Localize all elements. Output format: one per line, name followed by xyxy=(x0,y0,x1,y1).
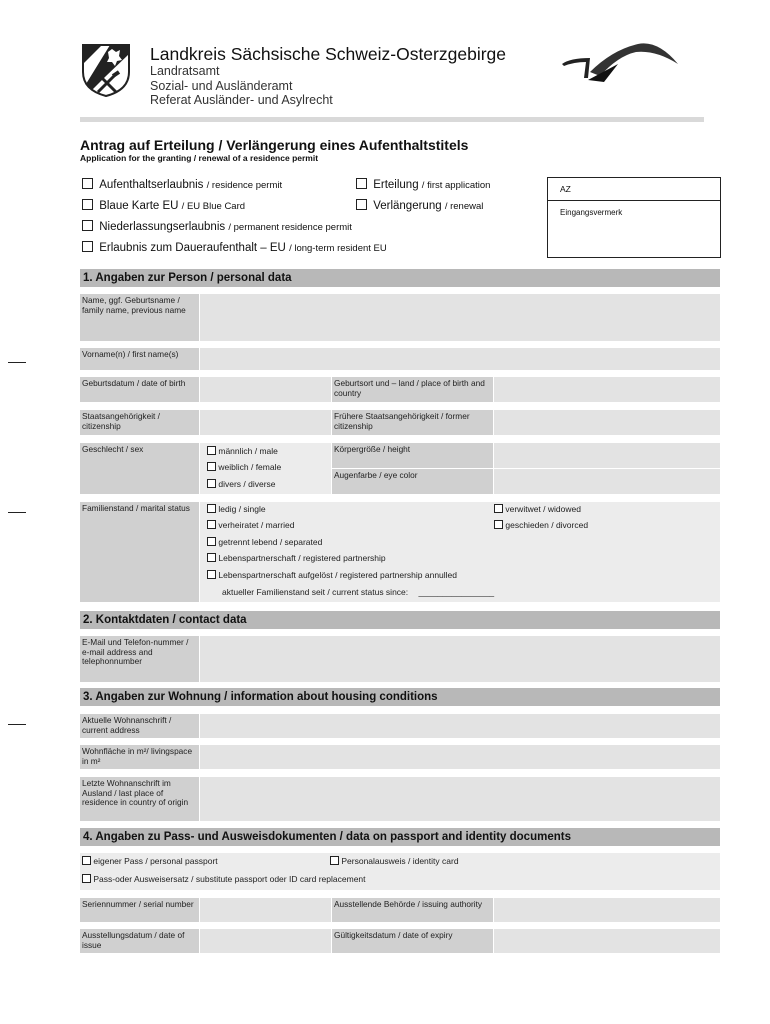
label-sex: Geschlecht / sex xyxy=(80,443,199,494)
label-place-of-birth: Geburtsort und – land / place of birth and country xyxy=(332,377,493,402)
label-date-of-birth: Geburtsdatum / date of birth xyxy=(80,377,199,402)
label-living-space: Wohnfläche in m²/ livingspace in m² xyxy=(80,745,199,769)
label-email-phone: E-Mail und Telefon-nummer / e-mail address and telephonnumber xyxy=(80,636,199,682)
fold-mark-bottom xyxy=(8,724,26,725)
option-blue-card[interactable]: Blaue Karte EU / EU Blue Card xyxy=(82,199,245,212)
option-divorced[interactable]: geschieden / divorced xyxy=(494,520,588,530)
label-eye-color: Augenfarbe / eye color xyxy=(332,469,493,494)
option-separated[interactable]: getrennt lebend / separated xyxy=(207,537,322,547)
checkbox-id-card[interactable] xyxy=(330,856,339,865)
label-date-of-issue: Ausstellungsdatum / date of issue xyxy=(80,929,199,953)
label-current-address: Aktuelle Wohnanschrift / current address xyxy=(80,714,199,738)
input-living-space[interactable] xyxy=(200,745,720,769)
section-contact-data: 2. Kontaktdaten / contact data xyxy=(80,611,720,629)
option-female[interactable]: weiblich / female xyxy=(207,462,281,472)
input-eye-color[interactable] xyxy=(494,469,720,494)
fold-mark-middle xyxy=(8,512,26,513)
input-email-phone[interactable] xyxy=(200,636,720,682)
label-former-citizenship: Frühere Staatsangehörigkeit / former citizenship xyxy=(332,410,493,435)
checkbox-married[interactable] xyxy=(207,520,216,529)
checkbox-registered-partnership[interactable] xyxy=(207,553,216,562)
fold-mark-top xyxy=(8,362,26,363)
checkbox-first-application[interactable] xyxy=(356,178,367,189)
section-housing: 3. Angaben zur Wohnung / information about housing conditions xyxy=(80,688,720,706)
receipt-stamp-label: Eingangsvermerk xyxy=(560,208,623,217)
option-renewal[interactable]: Verlängerung / renewal xyxy=(356,199,483,212)
input-serial-number[interactable] xyxy=(200,898,331,922)
header-line-3: Referat Ausländer- und Asylrecht xyxy=(150,93,333,107)
option-substitute-document[interactable]: Pass-oder Ausweisersatz / substitute passport oder ID card replacement xyxy=(82,874,366,884)
option-first-application[interactable]: Erteilung / first application xyxy=(356,178,490,191)
checkbox-male[interactable] xyxy=(207,446,216,455)
checkbox-substitute-document[interactable] xyxy=(82,874,91,883)
checkbox-blue-card[interactable] xyxy=(82,199,93,210)
checkbox-divorced[interactable] xyxy=(494,520,503,529)
input-height[interactable] xyxy=(494,443,720,468)
input-date-of-issue[interactable] xyxy=(200,929,331,953)
option-married[interactable]: verheiratet / married xyxy=(207,520,294,530)
label-citizenship: Staatsangehörigkeit / citizenship xyxy=(80,410,199,435)
file-reference-label: AZ xyxy=(548,178,720,201)
label-marital-status: Familienstand / marital status xyxy=(80,502,199,602)
checkbox-settlement-permit[interactable] xyxy=(82,220,93,231)
option-single[interactable]: ledig / single xyxy=(207,504,266,514)
option-male[interactable]: männlich / male xyxy=(207,446,278,456)
option-own-passport[interactable]: eigener Pass / personal passport xyxy=(82,856,218,866)
label-issuing-authority: Ausstellende Behörde / issuing authority xyxy=(332,898,493,922)
input-former-citizenship[interactable] xyxy=(494,410,720,435)
input-current-address[interactable] xyxy=(200,714,720,738)
input-issuing-authority[interactable] xyxy=(494,898,720,922)
option-id-card[interactable]: Personalausweis / identity card xyxy=(330,856,459,866)
district-logo xyxy=(560,42,685,88)
option-residence-permit[interactable]: Aufenthaltserlaubnis / residence permit xyxy=(82,178,282,191)
coat-of-arms-logo xyxy=(80,42,132,98)
checkbox-separated[interactable] xyxy=(207,537,216,546)
checkbox-single[interactable] xyxy=(207,504,216,513)
status-since-blank[interactable]: ________________ xyxy=(418,587,495,597)
label-last-address-abroad: Letzte Wohnanschrift im Ausland / last place of residence in country of origin xyxy=(80,777,199,821)
checkbox-renewal[interactable] xyxy=(356,199,367,210)
option-diverse[interactable]: divers / diverse xyxy=(207,479,276,489)
input-first-name[interactable] xyxy=(200,348,720,370)
option-partnership-annulled[interactable]: Lebenspartnerschaft aufgelöst / registered partnership annulled xyxy=(207,570,457,580)
checkbox-female[interactable] xyxy=(207,462,216,471)
option-registered-partnership[interactable]: Lebenspartnerschaft / registered partnership xyxy=(207,553,386,563)
label-first-name: Vorname(n) / first name(s) xyxy=(80,348,199,370)
organization-title: Landkreis Sächsische Schweiz-Osterzgebirge xyxy=(150,44,506,64)
office-use-box xyxy=(547,177,721,258)
checkbox-residence-permit[interactable] xyxy=(82,178,93,189)
label-date-of-expiry: Gültigkeitsdatum / date of expiry xyxy=(332,929,493,953)
option-long-term-resident[interactable]: Erlaubnis zum Daueraufenthalt – EU / long-term resident EU xyxy=(82,241,387,254)
checkbox-long-term-resident[interactable] xyxy=(82,241,93,252)
input-date-of-expiry[interactable] xyxy=(494,929,720,953)
input-last-address-abroad[interactable] xyxy=(200,777,720,821)
option-settlement-permit[interactable]: Niederlassungserlaubnis / permanent residence permit xyxy=(82,220,352,233)
input-citizenship[interactable] xyxy=(200,410,331,435)
header-divider xyxy=(80,117,704,122)
header-line-1: Landratsamt xyxy=(150,64,220,78)
option-widowed[interactable]: verwitwet / widowed xyxy=(494,504,581,514)
input-family-name[interactable] xyxy=(200,294,720,341)
input-date-of-birth[interactable] xyxy=(200,377,331,402)
checkbox-partnership-annulled[interactable] xyxy=(207,570,216,579)
label-serial-number: Seriennummer / serial number xyxy=(80,898,199,922)
section-personal-data: 1. Angaben zur Person / personal data xyxy=(80,269,720,287)
checkbox-widowed[interactable] xyxy=(494,504,503,513)
checkbox-diverse[interactable] xyxy=(207,479,216,488)
header-line-2: Sozial- und Ausländeramt xyxy=(150,79,293,93)
form-subtitle: Application for the granting / renewal of a residence permit xyxy=(80,153,319,163)
current-status-since: aktueller Familienstand seit / current status since: ________________ xyxy=(222,587,495,597)
input-place-of-birth[interactable] xyxy=(494,377,720,402)
form-title: Antrag auf Erteilung / Verlängerung eines Aufenthaltstitels xyxy=(80,137,469,153)
label-height: Körpergröße / height xyxy=(332,443,493,468)
label-family-name: Name, ggf. Geburtsname / family name, previous name xyxy=(80,294,199,341)
section-documents: 4. Angaben zu Pass- und Ausweisdokumenten / data on passport and identity documents xyxy=(80,828,720,846)
checkbox-own-passport[interactable] xyxy=(82,856,91,865)
